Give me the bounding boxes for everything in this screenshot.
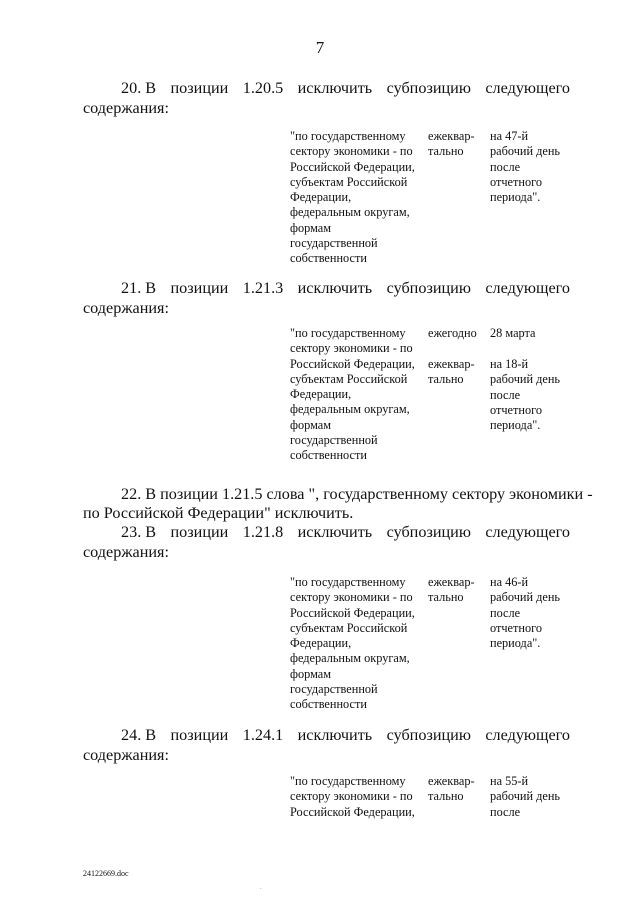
item-24-continuation: содержания: xyxy=(83,746,169,764)
item-number: 24. В xyxy=(121,726,157,744)
subposition-description: "по государственному сектору экономики - по Российской Федерации, субъектам Российской Федерации, федеральным округам, формам государственной собственности xyxy=(290,129,415,266)
subposition-frequency: ежегодно xyxy=(428,326,477,340)
item-22-line: 22. В позиции 1.21.5 слова ", государственному сектору экономики - xyxy=(121,485,593,503)
page-number: 7 xyxy=(315,38,325,57)
subposition-deadline: на 47-й рабочий день после отчетного периода". xyxy=(490,129,561,205)
position-code: 1.24.1 xyxy=(242,726,284,744)
word: следующего xyxy=(485,726,570,744)
item-21-continuation: содержания: xyxy=(83,299,169,317)
word: следующего xyxy=(485,279,570,297)
item-23-continuation: содержания: xyxy=(83,543,169,561)
subposition-deadline: 28 марта xyxy=(490,326,536,340)
item-20-line xyxy=(121,78,570,98)
subposition-frequency: ежеквар- тально xyxy=(428,575,475,605)
word: субпозицию xyxy=(386,279,471,297)
word: исключить xyxy=(297,726,373,744)
position-code: 1.21.8 xyxy=(242,523,284,541)
word: субпозицию xyxy=(386,523,471,541)
position-code: 1.21.3 xyxy=(242,279,284,297)
item-number: 23. В xyxy=(121,523,157,541)
subposition-description: "по государственному сектору экономики - по Российской Федерации, xyxy=(290,774,415,819)
subposition-deadline: на 18-й рабочий день после отчетного периода". xyxy=(490,357,561,433)
subposition-frequency: ежеквар- тально xyxy=(428,129,475,159)
word: следующего xyxy=(485,523,570,541)
word: позиции xyxy=(170,279,229,297)
word: позиции xyxy=(170,523,229,541)
word: позиции xyxy=(170,79,229,97)
footer-filename: 24122669.doc xyxy=(83,869,129,878)
subposition-deadline: на 46-й рабочий день после отчетного периода". xyxy=(490,575,561,651)
word: исключить xyxy=(297,279,373,297)
item-number: 20. В xyxy=(121,79,157,97)
subposition-frequency: ежеквар- тально xyxy=(428,357,475,387)
word: исключить xyxy=(297,523,373,541)
footer-dot: . xyxy=(260,885,262,891)
word: субпозицию xyxy=(386,79,471,97)
item-24-line xyxy=(121,725,570,745)
word: исключить xyxy=(297,79,373,97)
item-20-continuation: содержания: xyxy=(83,99,169,117)
item-21-line xyxy=(121,278,570,298)
subposition-description: "по государственному сектору экономики - по Российской Федерации, субъектам Российской Федерации, федеральным округам, формам государственной собственности xyxy=(290,575,415,712)
word: позиции xyxy=(170,726,229,744)
item-number: 21. В xyxy=(121,279,157,297)
word: субпозицию xyxy=(386,726,471,744)
subposition-deadline: на 55-й рабочий день после xyxy=(490,774,561,819)
item-22-continuation: по Российской Федерации" исключить. xyxy=(83,504,354,522)
item-23-line xyxy=(121,522,570,542)
subposition-frequency: ежеквар- тально xyxy=(428,774,475,804)
position-code: 1.20.5 xyxy=(242,79,284,97)
subposition-description: "по государственному сектору экономики - по Российской Федерации, субъектам Российской Федерации, федеральным округам, формам государственной собственности xyxy=(290,326,415,463)
word: следующего xyxy=(485,79,570,97)
